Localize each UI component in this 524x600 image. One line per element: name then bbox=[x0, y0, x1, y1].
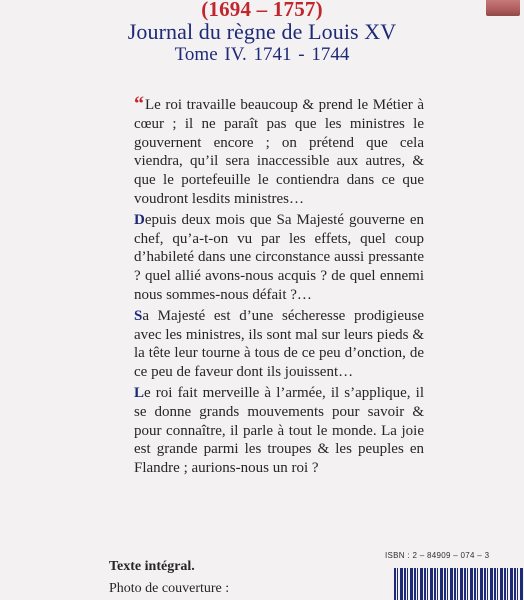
quote-paragraph-text: e roi fait merveille à l’armée, il s’applique, il se donne grands mouvements pour savoir & pour connaître, il parle à tout le monde. La joie est grande parmi les troupes & les peuples en Flandre ; aurions-nous un roi ? bbox=[134, 384, 424, 477]
quote-paragraph-text: a Majesté est d’une sécheresse prodigieuse avec les ministres, ils sont mal sur leurs pieds & la tête leur tourne à tous de ce peu d’onction, de ce peu de faveur dont ils jouissent… bbox=[134, 307, 424, 381]
full-text-note: Texte intégral. bbox=[109, 559, 195, 574]
quote-paragraph-3 bbox=[134, 307, 424, 382]
author-dates: (1694 – 1757) bbox=[201, 0, 323, 21]
quote-paragraph-text: Le roi travaille beaucoup & prend le Métier à cœur ; il ne paraît pas que les ministres le gouvernent encore ; on prétend que cela viendra, qu’il sera inaccessible aux autres, & que le portefeuille le contiendra dans ce que voudront lesdits ministres… bbox=[134, 97, 424, 207]
open-quote-mark: “ bbox=[134, 93, 144, 115]
quote-paragraph-lead: S bbox=[134, 307, 143, 324]
book-title: Journal du règne de Louis XV bbox=[127, 19, 397, 44]
quote-paragraph-1 bbox=[134, 93, 424, 209]
quote-paragraph-lead: L bbox=[134, 384, 145, 401]
cover-photo-credit: Photo de couverture : bbox=[109, 581, 230, 596]
quote-paragraph-text: epuis deux mois que Sa Majesté gouverne en chef, qu’a-t-on vu par les effets, quel coup d’habileté dans une circonstance aussi pressante ? quel allié avons-nous acquis ? de quel ennemi nous sommes-nous défait ?… bbox=[134, 211, 424, 303]
quote-paragraph-lead: D bbox=[134, 211, 145, 228]
quote-paragraph-4 bbox=[134, 384, 424, 478]
barcode-image bbox=[394, 568, 524, 600]
isbn-label: ISBN : 2 – 84909 – 074 – 3 bbox=[385, 551, 490, 560]
quote-paragraph-2 bbox=[134, 211, 424, 305]
back-cover-quote bbox=[134, 93, 424, 478]
book-subtitle: Tome IV. 1741 - 1744 bbox=[174, 44, 350, 65]
